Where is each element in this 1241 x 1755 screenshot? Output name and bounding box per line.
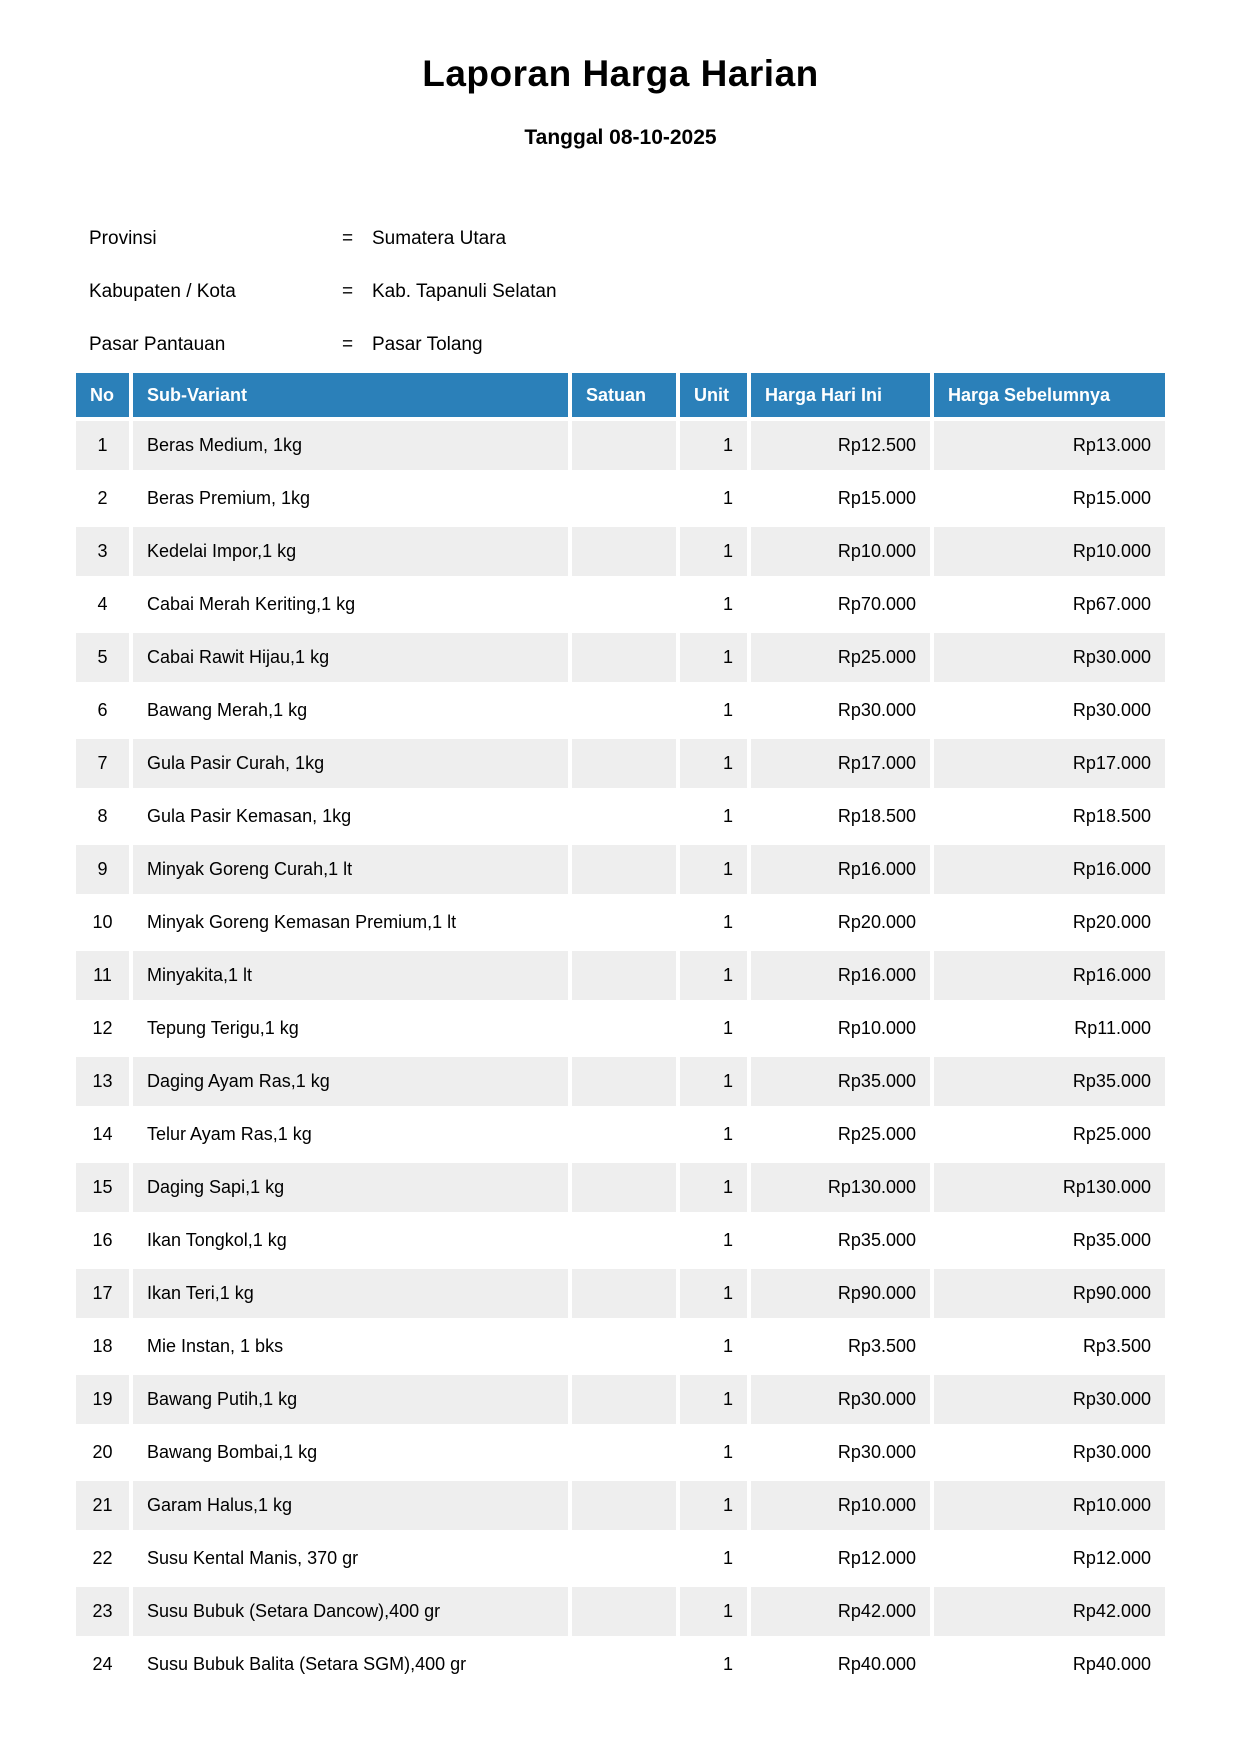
table-row	[74, 1108, 1167, 1161]
cell-unit: 1	[678, 1108, 749, 1161]
cell-satuan	[570, 1161, 678, 1214]
cell-harga-sebelumnya: Rp25.000	[932, 1108, 1167, 1161]
cell-harga-sebelumnya: Rp13.000	[932, 419, 1167, 472]
cell-harga-sebelumnya: Rp90.000	[932, 1267, 1167, 1320]
report-title: Laporan Harga Harian	[422, 53, 819, 94]
cell-harga-sebelumnya: Rp30.000	[932, 631, 1167, 684]
cell-no: 16	[74, 1214, 131, 1267]
meta-row-kabupaten-kota	[89, 265, 1241, 318]
column-header-harga-hari-ini: Harga Hari Ini	[749, 371, 932, 419]
table-row	[74, 790, 1167, 843]
table-row	[74, 1055, 1167, 1108]
equals-sign: =	[342, 333, 354, 355]
cell-sub-variant: Ikan Tongkol,1 kg	[131, 1214, 570, 1267]
table-row	[74, 472, 1167, 525]
cell-satuan	[570, 737, 678, 790]
cell-no: 6	[74, 684, 131, 737]
cell-harga-sebelumnya: Rp35.000	[932, 1055, 1167, 1108]
cell-satuan	[570, 578, 678, 631]
table-row	[74, 419, 1167, 472]
cell-satuan	[570, 1479, 678, 1532]
cell-satuan	[570, 843, 678, 896]
cell-no: 24	[74, 1638, 131, 1691]
cell-unit: 1	[678, 843, 749, 896]
table-row	[74, 525, 1167, 578]
cell-harga-hari-ini: Rp30.000	[749, 1426, 932, 1479]
report-meta	[89, 212, 1241, 371]
cell-sub-variant: Minyakita,1 lt	[131, 949, 570, 1002]
table-row	[74, 737, 1167, 790]
cell-no: 12	[74, 1002, 131, 1055]
cell-harga-hari-ini: Rp10.000	[749, 525, 932, 578]
table-row	[74, 631, 1167, 684]
meta-label: Pasar Pantauan	[89, 333, 226, 355]
cell-no: 14	[74, 1108, 131, 1161]
cell-sub-variant: Mie Instan, 1 bks	[131, 1320, 570, 1373]
meta-row-pasar-pantauan	[89, 318, 1241, 371]
cell-satuan	[570, 472, 678, 525]
cell-harga-hari-ini: Rp130.000	[749, 1161, 932, 1214]
cell-unit: 1	[678, 1267, 749, 1320]
cell-satuan	[570, 949, 678, 1002]
table-row	[74, 1320, 1167, 1373]
cell-harga-sebelumnya: Rp30.000	[932, 1373, 1167, 1426]
header-row	[74, 371, 1167, 419]
cell-unit: 1	[678, 1373, 749, 1426]
cell-sub-variant: Susu Bubuk Balita (Setara SGM),400 gr	[131, 1638, 570, 1691]
column-header-unit: Unit	[678, 371, 749, 419]
cell-unit: 1	[678, 1002, 749, 1055]
cell-harga-hari-ini: Rp17.000	[749, 737, 932, 790]
cell-harga-hari-ini: Rp12.000	[749, 1532, 932, 1585]
meta-value: Pasar Tolang	[372, 333, 483, 355]
cell-harga-sebelumnya: Rp18.500	[932, 790, 1167, 843]
cell-unit: 1	[678, 1426, 749, 1479]
cell-sub-variant: Daging Sapi,1 kg	[131, 1161, 570, 1214]
cell-unit: 1	[678, 1320, 749, 1373]
cell-satuan	[570, 1002, 678, 1055]
cell-no: 10	[74, 896, 131, 949]
cell-sub-variant: Gula Pasir Curah, 1kg	[131, 737, 570, 790]
column-header-harga-sebelumnya: Harga Sebelumnya	[932, 371, 1167, 419]
cell-unit: 1	[678, 949, 749, 1002]
cell-harga-sebelumnya: Rp40.000	[932, 1638, 1167, 1691]
equals-sign: =	[342, 227, 354, 249]
cell-harga-hari-ini: Rp16.000	[749, 843, 932, 896]
cell-satuan	[570, 1108, 678, 1161]
cell-satuan	[570, 525, 678, 578]
table-row	[74, 1214, 1167, 1267]
cell-no: 21	[74, 1479, 131, 1532]
table-row	[74, 1532, 1167, 1585]
cell-unit: 1	[678, 631, 749, 684]
cell-harga-hari-ini: Rp10.000	[749, 1479, 932, 1532]
cell-sub-variant: Bawang Putih,1 kg	[131, 1373, 570, 1426]
table-row	[74, 1638, 1167, 1691]
cell-harga-sebelumnya: Rp10.000	[932, 525, 1167, 578]
table-row	[74, 684, 1167, 737]
column-header-no: No	[74, 371, 131, 419]
cell-no: 19	[74, 1373, 131, 1426]
cell-no: 1	[74, 419, 131, 472]
table-row	[74, 843, 1167, 896]
cell-unit: 1	[678, 684, 749, 737]
table-row	[74, 1373, 1167, 1426]
meta-label: Kabupaten / Kota	[89, 280, 236, 302]
cell-harga-sebelumnya: Rp42.000	[932, 1585, 1167, 1638]
cell-harga-sebelumnya: Rp15.000	[932, 472, 1167, 525]
cell-satuan	[570, 790, 678, 843]
cell-no: 18	[74, 1320, 131, 1373]
column-header-satuan: Satuan	[570, 371, 678, 419]
cell-unit: 1	[678, 578, 749, 631]
cell-harga-sebelumnya: Rp3.500	[932, 1320, 1167, 1373]
cell-no: 3	[74, 525, 131, 578]
cell-harga-sebelumnya: Rp20.000	[932, 896, 1167, 949]
cell-no: 7	[74, 737, 131, 790]
cell-unit: 1	[678, 472, 749, 525]
cell-harga-hari-ini: Rp35.000	[749, 1214, 932, 1267]
cell-harga-hari-ini: Rp42.000	[749, 1585, 932, 1638]
cell-unit: 1	[678, 419, 749, 472]
cell-harga-hari-ini: Rp90.000	[749, 1267, 932, 1320]
cell-satuan	[570, 1373, 678, 1426]
cell-harga-hari-ini: Rp30.000	[749, 1373, 932, 1426]
cell-sub-variant: Cabai Rawit Hijau,1 kg	[131, 631, 570, 684]
cell-unit: 1	[678, 1214, 749, 1267]
cell-harga-hari-ini: Rp15.000	[749, 472, 932, 525]
cell-harga-sebelumnya: Rp17.000	[932, 737, 1167, 790]
cell-satuan	[570, 1426, 678, 1479]
cell-unit: 1	[678, 1161, 749, 1214]
cell-sub-variant: Bawang Merah,1 kg	[131, 684, 570, 737]
cell-unit: 1	[678, 1532, 749, 1585]
cell-sub-variant: Beras Medium, 1kg	[131, 419, 570, 472]
cell-satuan	[570, 419, 678, 472]
cell-satuan	[570, 1267, 678, 1320]
cell-satuan	[570, 1055, 678, 1108]
cell-no: 20	[74, 1426, 131, 1479]
cell-sub-variant: Gula Pasir Kemasan, 1kg	[131, 790, 570, 843]
cell-satuan	[570, 631, 678, 684]
column-header-sub-variant: Sub-Variant	[131, 371, 570, 419]
cell-harga-hari-ini: Rp16.000	[749, 949, 932, 1002]
cell-harga-hari-ini: Rp35.000	[749, 1055, 932, 1108]
cell-harga-hari-ini: Rp10.000	[749, 1002, 932, 1055]
cell-sub-variant: Kedelai Impor,1 kg	[131, 525, 570, 578]
cell-no: 23	[74, 1585, 131, 1638]
cell-harga-hari-ini: Rp40.000	[749, 1638, 932, 1691]
meta-value: Kab. Tapanuli Selatan	[372, 280, 557, 302]
cell-satuan	[570, 896, 678, 949]
cell-harga-hari-ini: Rp25.000	[749, 631, 932, 684]
equals-sign: =	[342, 280, 354, 302]
table-row	[74, 1161, 1167, 1214]
cell-satuan	[570, 1532, 678, 1585]
cell-harga-sebelumnya: Rp11.000	[932, 1002, 1167, 1055]
price-table-header	[74, 371, 1167, 419]
table-row	[74, 1479, 1167, 1532]
cell-sub-variant: Bawang Bombai,1 kg	[131, 1426, 570, 1479]
cell-unit: 1	[678, 896, 749, 949]
cell-harga-hari-ini: Rp25.000	[749, 1108, 932, 1161]
cell-unit: 1	[678, 1638, 749, 1691]
cell-harga-sebelumnya: Rp67.000	[932, 578, 1167, 631]
cell-sub-variant: Daging Ayam Ras,1 kg	[131, 1055, 570, 1108]
cell-no: 9	[74, 843, 131, 896]
cell-harga-sebelumnya: Rp35.000	[932, 1214, 1167, 1267]
cell-harga-hari-ini: Rp30.000	[749, 684, 932, 737]
cell-unit: 1	[678, 525, 749, 578]
meta-label: Provinsi	[89, 227, 157, 249]
cell-harga-sebelumnya: Rp130.000	[932, 1161, 1167, 1214]
cell-sub-variant: Susu Kental Manis, 370 gr	[131, 1532, 570, 1585]
cell-no: 8	[74, 790, 131, 843]
report-date: Tanggal 08-10-2025	[524, 126, 717, 149]
cell-sub-variant: Ikan Teri,1 kg	[131, 1267, 570, 1320]
cell-unit: 1	[678, 1585, 749, 1638]
cell-no: 5	[74, 631, 131, 684]
price-table	[74, 371, 1167, 1691]
cell-no: 2	[74, 472, 131, 525]
cell-unit: 1	[678, 737, 749, 790]
table-row	[74, 578, 1167, 631]
cell-unit: 1	[678, 1479, 749, 1532]
cell-sub-variant: Cabai Merah Keriting,1 kg	[131, 578, 570, 631]
cell-sub-variant: Beras Premium, 1kg	[131, 472, 570, 525]
cell-sub-variant: Minyak Goreng Curah,1 lt	[131, 843, 570, 896]
cell-harga-sebelumnya: Rp30.000	[932, 684, 1167, 737]
cell-sub-variant: Minyak Goreng Kemasan Premium,1 lt	[131, 896, 570, 949]
cell-satuan	[570, 1320, 678, 1373]
cell-unit: 1	[678, 1055, 749, 1108]
cell-satuan	[570, 1638, 678, 1691]
cell-satuan	[570, 1585, 678, 1638]
cell-harga-hari-ini: Rp18.500	[749, 790, 932, 843]
cell-harga-sebelumnya: Rp30.000	[932, 1426, 1167, 1479]
cell-harga-hari-ini: Rp20.000	[749, 896, 932, 949]
cell-harga-hari-ini: Rp3.500	[749, 1320, 932, 1373]
table-row	[74, 1267, 1167, 1320]
table-row	[74, 1585, 1167, 1638]
table-row	[74, 1002, 1167, 1055]
cell-harga-sebelumnya: Rp16.000	[932, 843, 1167, 896]
cell-harga-hari-ini: Rp70.000	[749, 578, 932, 631]
cell-satuan	[570, 1214, 678, 1267]
cell-harga-sebelumnya: Rp12.000	[932, 1532, 1167, 1585]
meta-value: Sumatera Utara	[372, 227, 507, 249]
cell-unit: 1	[678, 790, 749, 843]
price-table-body	[74, 419, 1167, 1691]
cell-no: 17	[74, 1267, 131, 1320]
cell-satuan	[570, 684, 678, 737]
cell-no: 13	[74, 1055, 131, 1108]
table-row	[74, 949, 1167, 1002]
cell-no: 11	[74, 949, 131, 1002]
cell-sub-variant: Tepung Terigu,1 kg	[131, 1002, 570, 1055]
cell-no: 15	[74, 1161, 131, 1214]
cell-sub-variant: Telur Ayam Ras,1 kg	[131, 1108, 570, 1161]
meta-row-provinsi	[89, 212, 1241, 265]
cell-no: 4	[74, 578, 131, 631]
cell-harga-hari-ini: Rp12.500	[749, 419, 932, 472]
table-row	[74, 896, 1167, 949]
table-row	[74, 1426, 1167, 1479]
cell-sub-variant: Susu Bubuk (Setara Dancow),400 gr	[131, 1585, 570, 1638]
cell-harga-sebelumnya: Rp16.000	[932, 949, 1167, 1002]
cell-harga-sebelumnya: Rp10.000	[932, 1479, 1167, 1532]
cell-sub-variant: Garam Halus,1 kg	[131, 1479, 570, 1532]
cell-no: 22	[74, 1532, 131, 1585]
